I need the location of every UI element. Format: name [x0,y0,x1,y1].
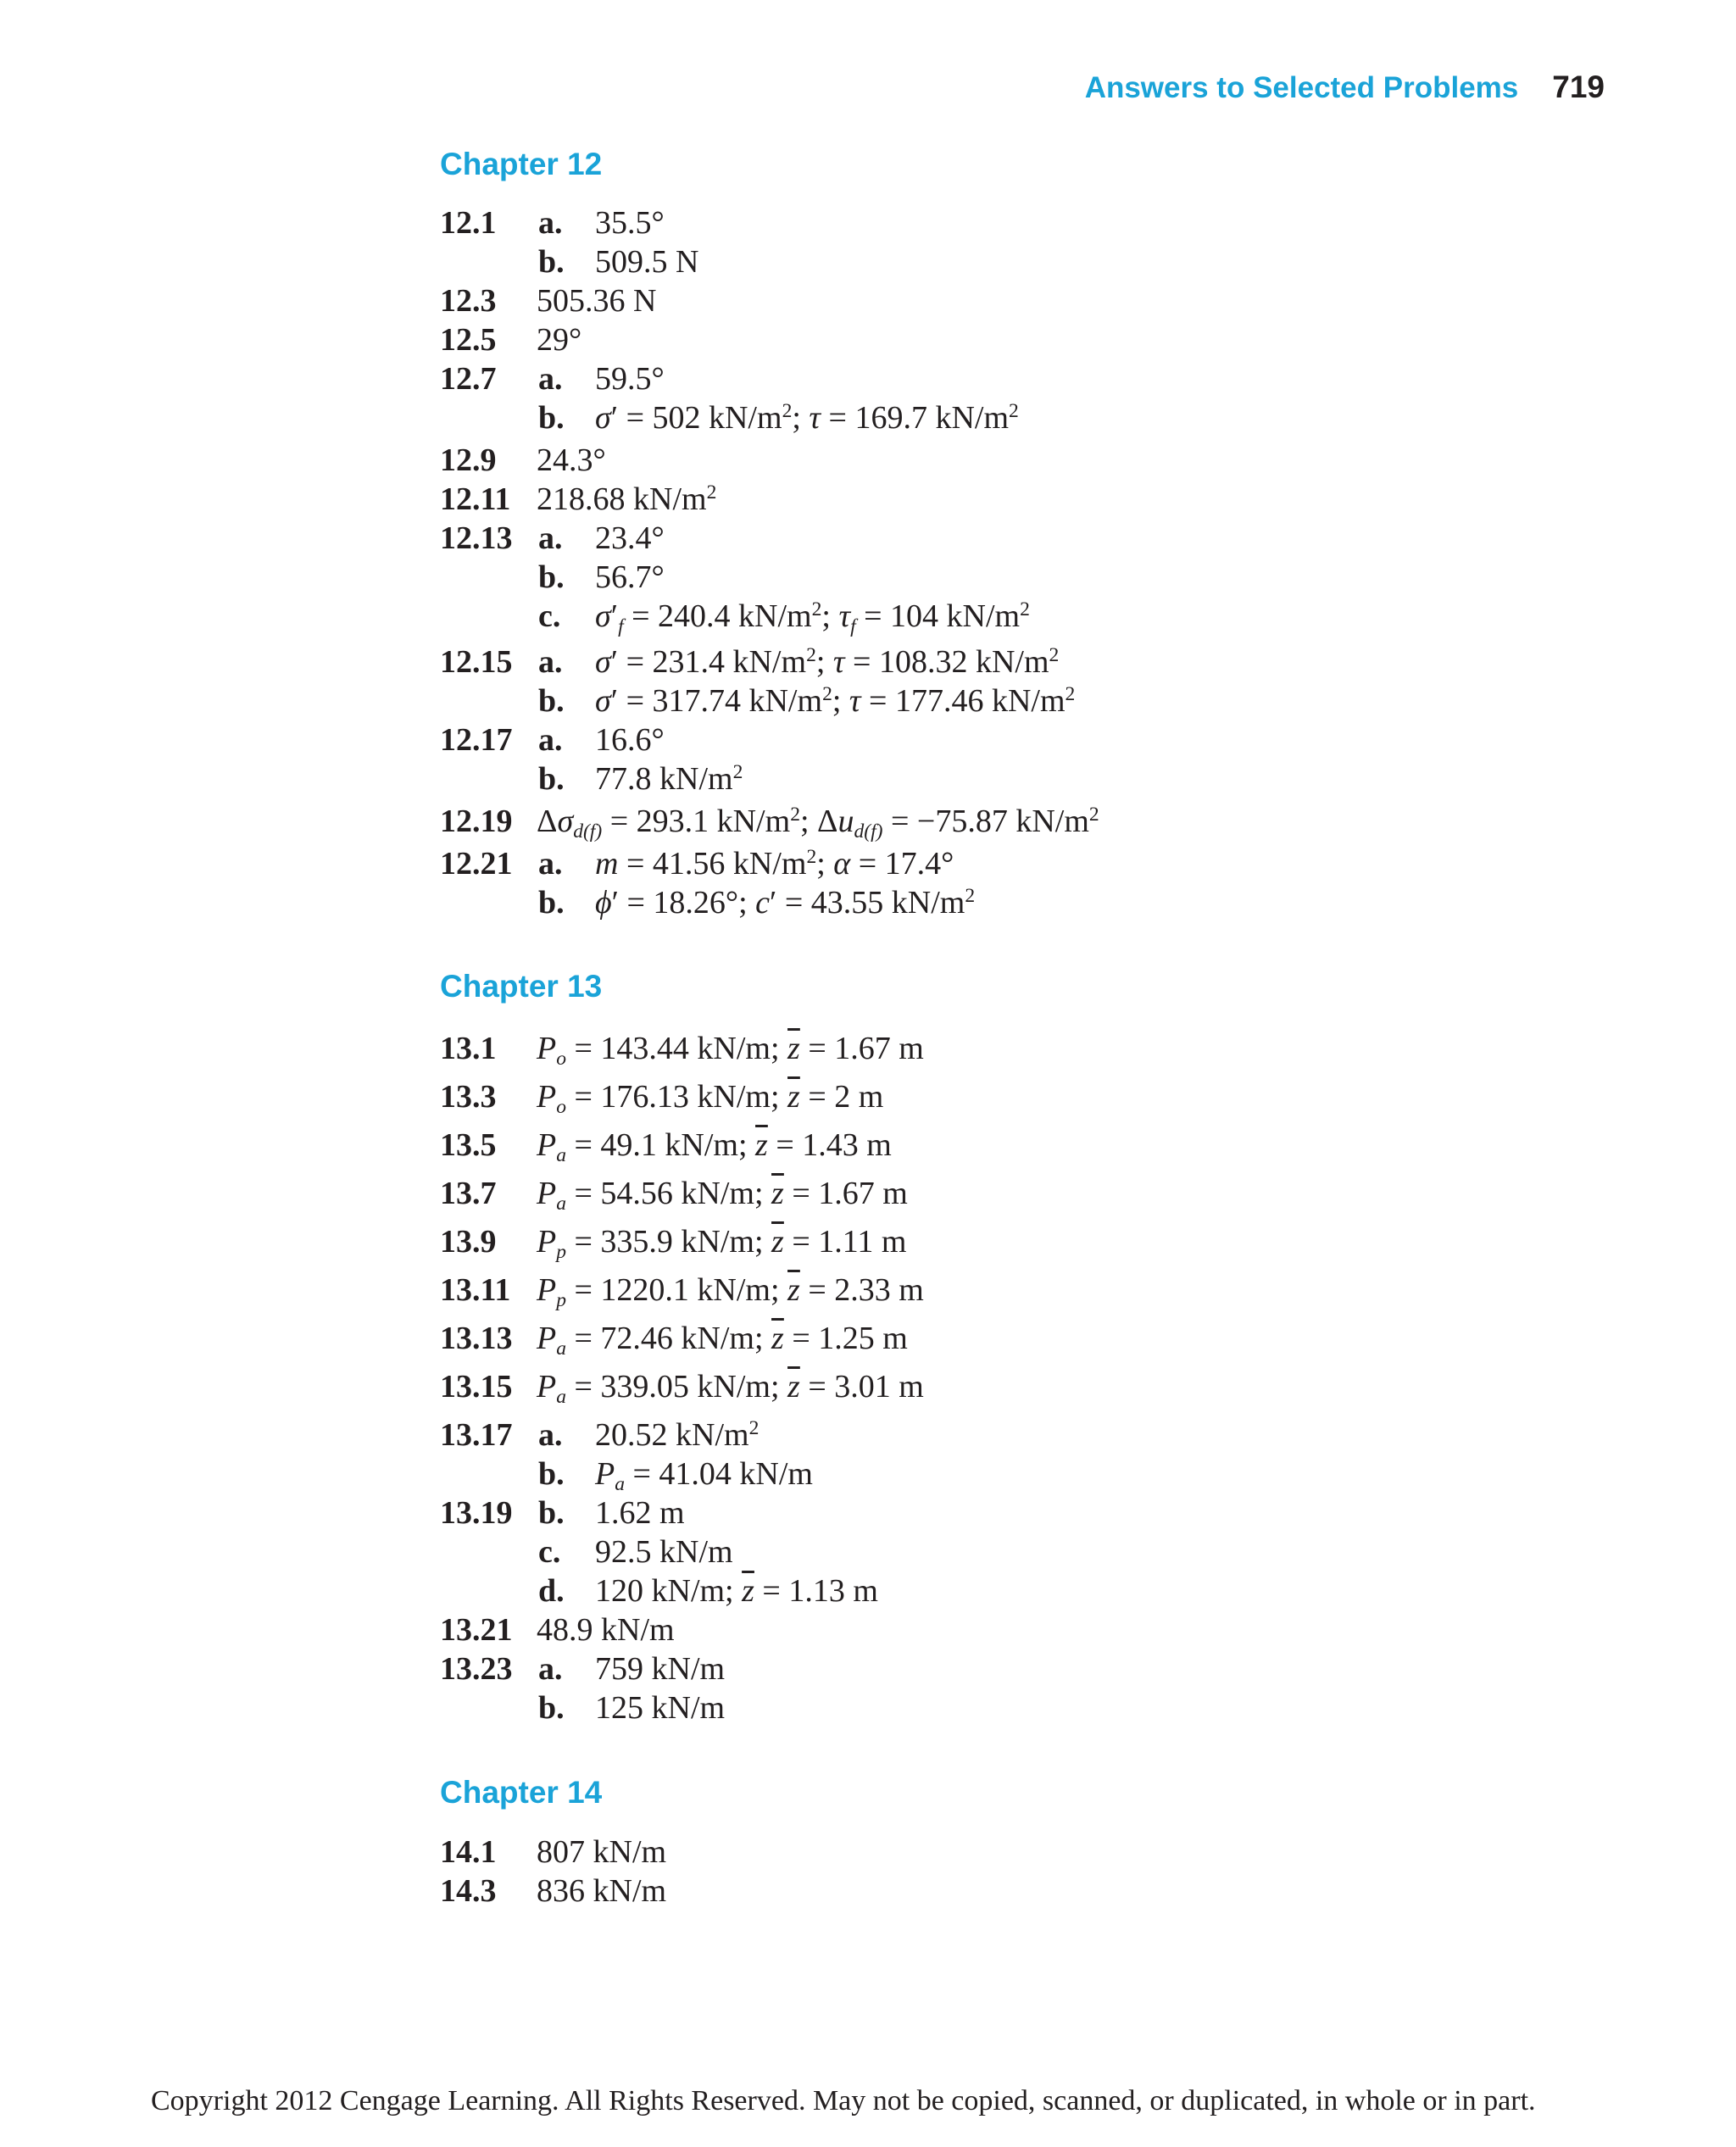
answer-value: 56.7° [595,559,665,595]
problem-number: 13.21 [440,1612,513,1648]
answer-value: 77.8 $kN/m^2$ [595,761,743,797]
answer-value: 505.36 N [537,283,657,319]
answer-value: 759 kN/m [595,1651,726,1687]
answer-value: 120 kN/m; $\overline{z} = 1.13$ m [595,1573,878,1609]
answer-value: σ′ = 502 $kN/m^2$; τ = 169.7 $kN/m^2$ [595,400,1019,436]
answer-value: 16.6° [595,722,665,758]
part-label: b. [538,559,565,595]
answer-value: $P_p = 1220.1$ kN/m; $\overline{z} = 2.33$ m [537,1272,924,1312]
problem-number: 13.11 [440,1272,511,1308]
problem-number: 13.5 [440,1127,497,1163]
problem-number: 12.13 [440,520,513,556]
running-header [1085,70,1605,105]
problem-number: 12.21 [440,846,513,882]
problem-number: 12.9 [440,442,497,478]
answer-value: $P_a = 72.46$ kN/m; $\overline{z} = 1.25$ m [537,1321,908,1360]
answer-value: m = 41.56 $kN/m^2$; α = 17.4° [595,846,954,882]
part-label: a. [538,205,563,241]
problem-number: 13.9 [440,1224,497,1260]
answer-value: 23.4° [595,520,665,556]
part-label: a. [538,846,563,882]
part-label: a. [538,520,563,556]
answer-value: $P_a = 54.56$ kN/m; $\overline{z} = 1.67$ m [537,1176,908,1215]
problem-number: 12.17 [440,722,513,758]
answer-value: 59.5° [595,361,665,397]
problem-number: 13.1 [440,1031,497,1066]
answer-value: $P_o = 143.44$ kN/m; $\overline{z} = 1.67$ m [537,1031,924,1071]
answer-value: $P_a = 49.1$ kN/m; $\overline{z} = 1.43$ m [537,1127,892,1167]
answer-value: $\Delta\sigma_{d(f)} = 293.1$ $kN/m^2$; $\Delta u_{d(f)} = -75.87$ $kN/m^2$ [537,804,1099,843]
problem-number: 13.13 [440,1321,513,1356]
part-label: b. [538,683,565,719]
chapter-heading: Chapter 12 [440,147,603,181]
answer-value: σ′ = 317.74 $kN/m^2$; τ = 177.46 $kN/m^2$ [595,683,1076,719]
part-label: a. [538,722,563,758]
part-label: a. [538,1417,563,1453]
copyright-footer: Copyright 2012 Cengage Learning. All Rights Reserved. May not be copied, scanned, or duplicated, in whole or in part. [151,2085,1536,2116]
problem-number: 12.5 [440,322,497,358]
answer-value: 509.5 N [595,244,699,280]
answer-value: 92.5 kN/m [595,1534,733,1570]
answer-value: $P_a = 339.05$ kN/m; $\overline{z} = 3.01$ m [537,1369,924,1409]
part-label: b. [538,400,565,436]
part-label: b. [538,1456,565,1492]
answer-value: 1.62 m [595,1495,685,1531]
answer-value: σ′ = 231.4 $kN/m^2$; τ = 108.32 $kN/m^2$ [595,644,1060,680]
answer-value: ϕ′ = 18.26°; c′ = 43.55 $kN/m^2$ [595,885,976,921]
answer-value: 35.5° [595,205,665,241]
part-label: a. [538,644,563,680]
problem-number: 14.1 [440,1834,497,1870]
answer-value: 48.9 kN/m [537,1612,675,1648]
problem-number: 13.15 [440,1369,513,1404]
problem-number: 13.23 [440,1651,513,1687]
chapter-heading: Chapter 14 [440,1775,603,1810]
part-label: a. [538,1651,563,1687]
problem-number: 12.19 [440,804,513,839]
problem-number: 13.7 [440,1176,497,1211]
part-label: d. [538,1573,565,1609]
answer-value: 125 kN/m [595,1690,726,1726]
part-label: c. [538,598,561,634]
problem-number: 12.11 [440,481,511,517]
problem-number: 12.15 [440,644,513,680]
chapter-heading: Chapter 13 [440,969,603,1004]
answer-value: 836 kN/m [537,1873,667,1909]
problem-number: 12.3 [440,283,497,319]
part-label: b. [538,1690,565,1726]
answer-value: $P_p = 335.9$ kN/m; $\overline{z} = 1.11$ m [537,1224,907,1264]
running-title: Answers to Selected Problems [1084,71,1519,104]
answer-value: $\sigma'_f = 240.4$ $kN/m^2$; $\tau_f = 104$ $kN/m^2$ [595,598,1030,638]
answer-value: 29° [537,322,582,358]
answer-value: $P_a = 41.04$ kN/m [595,1456,813,1496]
problem-number: 12.7 [440,361,497,397]
answer-value: 20.52 $kN/m^2$ [595,1417,760,1453]
answer-value: 218.68 $kN/m^2$ [537,481,717,517]
part-label: b. [538,1495,565,1531]
problem-number: 12.1 [440,205,497,241]
page-number: 719 [1552,70,1605,104]
problem-number: 13.3 [440,1079,497,1115]
problem-number: 13.17 [440,1417,513,1453]
answer-value: 24.3° [537,442,606,478]
problem-number: 13.19 [440,1495,513,1531]
problem-number: 14.3 [440,1873,497,1909]
part-label: c. [538,1534,561,1570]
answer-value: $P_o = 176.13$ kN/m; $\overline{z} = 2$ m [537,1079,884,1119]
part-label: b. [538,244,565,280]
answer-value: 807 kN/m [537,1834,667,1870]
part-label: b. [538,761,565,797]
part-label: b. [538,885,565,921]
part-label: a. [538,361,563,397]
